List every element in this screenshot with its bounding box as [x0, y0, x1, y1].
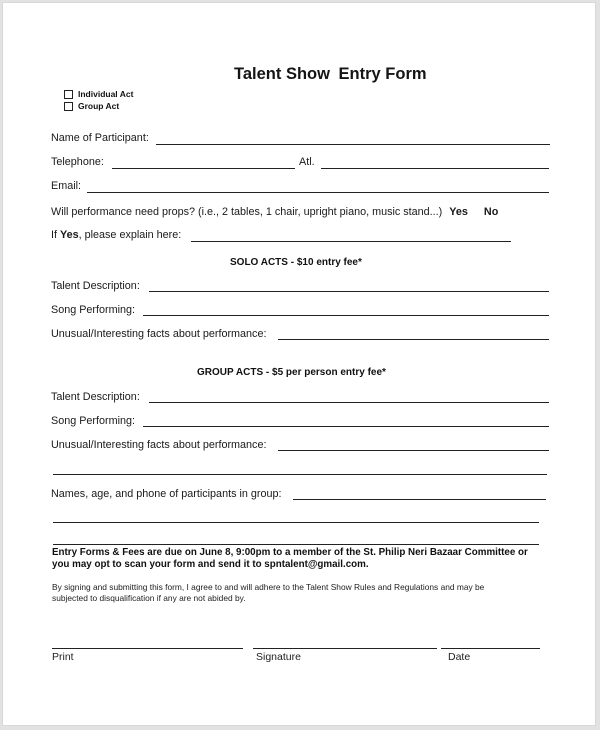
name-input-line[interactable] — [156, 144, 550, 145]
solo-song-input-line[interactable] — [143, 315, 549, 316]
title-part-1: Talent Show — [234, 65, 330, 83]
date-label: Date — [448, 651, 471, 663]
alt-phone-label: Atl. — [299, 156, 315, 168]
group-participants-extra-line-2[interactable] — [53, 544, 539, 545]
solo-acts-heading: SOLO ACTS - $10 entry fee* — [230, 257, 362, 268]
due-date-notice — [52, 547, 528, 571]
solo-talent-label: Talent Description: — [51, 280, 140, 292]
props-question — [51, 206, 498, 218]
due-date-notice-line-1: Entry Forms & Fees are due on June 8, 9:00pm to a member of the St. Philip Neri Bazaar Committee or — [52, 547, 528, 558]
title-part-2: Entry Form — [338, 65, 427, 83]
group-act-checkbox[interactable] — [64, 102, 73, 111]
form-title — [234, 65, 427, 84]
telephone-label: Telephone: — [51, 156, 104, 168]
solo-facts-label: Unusual/Interesting facts about performance: — [51, 328, 267, 340]
group-facts-input-line[interactable] — [278, 450, 549, 451]
solo-song-label: Song Performing: — [51, 304, 136, 316]
agreement-line-2: subjected to disqualification if any are not abided by. — [52, 593, 246, 603]
group-song-input-line[interactable] — [143, 426, 549, 427]
group-participants-input-line[interactable] — [293, 499, 546, 500]
form-page — [2, 2, 596, 726]
group-participants-extra-line-1[interactable] — [53, 522, 539, 523]
alt-phone-input-line[interactable] — [321, 168, 549, 169]
explain-yes: Yes — [60, 229, 79, 241]
group-acts-heading: GROUP ACTS - $5 per person entry fee* — [197, 367, 386, 378]
explain-input-line[interactable] — [191, 241, 511, 242]
group-facts-extra-line[interactable] — [53, 474, 547, 475]
signature-line[interactable] — [253, 648, 437, 649]
solo-facts-input-line[interactable] — [278, 339, 549, 340]
group-facts-label: Unusual/Interesting facts about performance: — [51, 439, 267, 451]
props-question-text: Will performance need props? (i.e., 2 tables, 1 chair, upright piano, music stand...) — [51, 206, 443, 218]
telephone-input-line[interactable] — [112, 168, 295, 169]
individual-act-option[interactable] — [64, 89, 133, 99]
due-date-notice-line-2: you may opt to scan your form and send it to spntalent@gmail.com. — [52, 559, 369, 570]
explain-prefix: If — [51, 229, 57, 241]
agreement-text — [52, 582, 484, 604]
agreement-line-1: By signing and submitting this form, I agree to and will adhere to the Talent Show Rules and Regulations and may be — [52, 582, 485, 592]
props-yes-option[interactable]: Yes — [449, 206, 468, 218]
props-no-option[interactable]: No — [483, 206, 499, 218]
individual-act-label: Individual Act — [78, 89, 134, 99]
explain-label — [51, 229, 181, 241]
explain-suffix: , please explain here: — [78, 229, 182, 241]
group-participants-label: Names, age, and phone of participants in group: — [51, 488, 282, 500]
group-talent-input-line[interactable] — [149, 402, 549, 403]
group-song-label: Song Performing: — [51, 415, 136, 427]
email-input-line[interactable] — [87, 192, 549, 193]
email-label: Email: — [51, 180, 81, 192]
print-label: Print — [52, 651, 74, 663]
group-act-option[interactable] — [64, 101, 119, 111]
print-name-line[interactable] — [52, 648, 243, 649]
individual-act-checkbox[interactable] — [64, 90, 73, 99]
name-label: Name of Participant: — [51, 132, 149, 144]
group-talent-label: Talent Description: — [51, 391, 140, 403]
date-line[interactable] — [441, 648, 540, 649]
solo-talent-input-line[interactable] — [149, 291, 549, 292]
signature-label: Signature — [256, 651, 301, 663]
group-act-label: Group Act — [78, 101, 120, 111]
